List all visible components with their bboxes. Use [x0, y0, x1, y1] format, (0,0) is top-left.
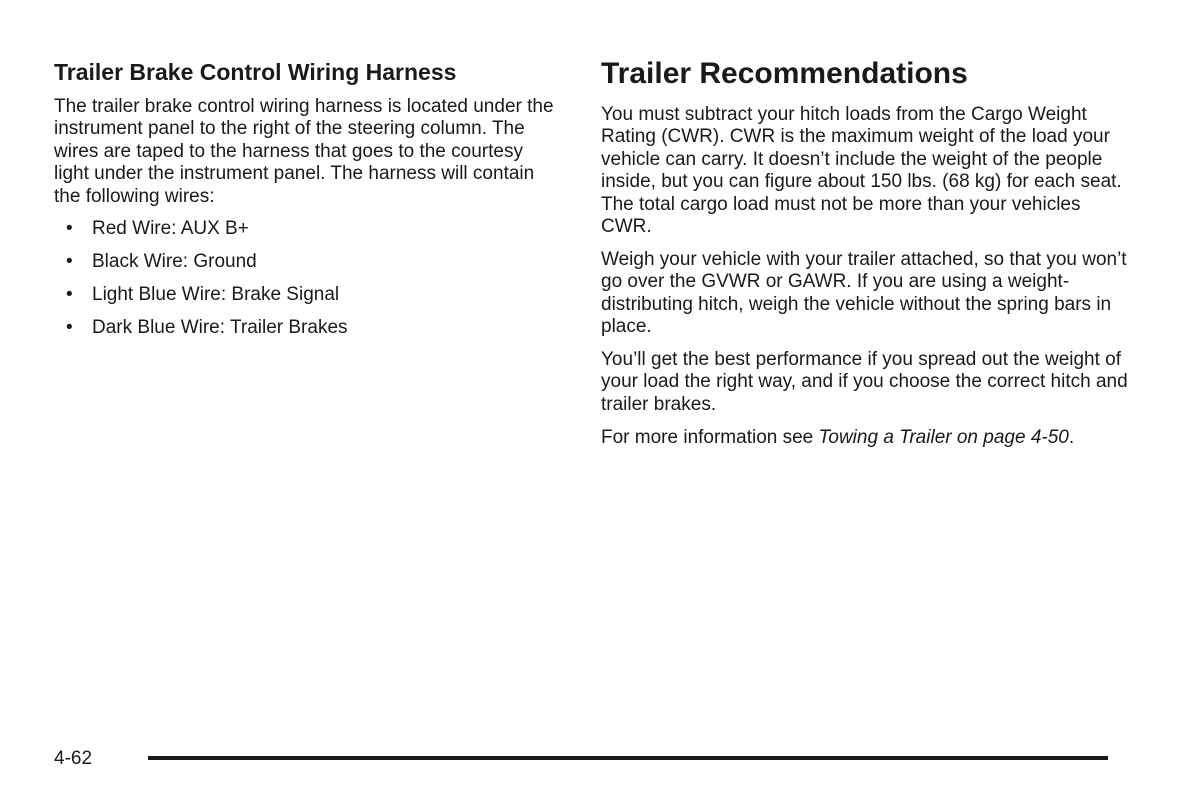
bullet-icon: •: [66, 284, 73, 306]
wire-list: [54, 218, 554, 339]
bullet-icon: •: [66, 218, 73, 240]
bullet-icon: •: [66, 251, 73, 273]
page-number: 4-62: [54, 748, 93, 769]
paragraph-best-performance: You’ll get the best performance if you spread out the weight of your load the right way, and if you choose the correct hitch and trailer brakes.: [601, 349, 1128, 415]
wire-label: Light Blue Wire: Brake Signal: [92, 284, 340, 306]
wire-label: Black Wire: Ground: [92, 251, 257, 273]
list-item: [54, 251, 554, 273]
right-column: [601, 56, 1131, 460]
section-heading-wiring-harness: Trailer Brake Control Wiring Harness: [54, 59, 457, 85]
paragraph-cargo-weight: You must subtract your hitch loads from the Cargo Weight Rating (CWR). CWR is the maximum weight of the load your vehicle can carry. It doesn’t include the weight of the people inside, but you can figure about 150 lbs. (68 kg) for each seat. The total cargo load must not be more than your vehicles CWR.: [601, 104, 1122, 238]
wire-label: Red Wire: AUX B+: [92, 218, 249, 240]
footer-rule: [148, 756, 1108, 760]
more-info-suffix: .: [1068, 426, 1075, 448]
list-item: [54, 317, 554, 339]
bullet-icon: •: [66, 317, 73, 339]
list-item: [54, 284, 554, 306]
section-heading-trailer-recommendations: Trailer Recommendations: [601, 57, 968, 90]
wire-label: Dark Blue Wire: Trailer Brakes: [92, 317, 348, 339]
towing-a-trailer-reference: Towing a Trailer on page 4-50: [818, 426, 1069, 448]
paragraph-weigh-vehicle: Weigh your vehicle with your trailer attached, so that you won’t go over the GVWR or GAWR. If you are using a weight-distributing hitch, weigh the vehicle without the spring bars in place.: [601, 248, 1127, 338]
wiring-harness-intro: The trailer brake control wiring harness is located under the instrument panel to the right of the steering column. The wires are taped to the harness that goes to the courtesy light under the instrument panel. The harness will contain the following wires:: [54, 96, 554, 207]
list-item: [54, 218, 554, 240]
left-column: [54, 58, 554, 350]
more-info-prefix: For more information see: [601, 426, 819, 448]
paragraph-more-information: [601, 427, 1131, 449]
page-footer: [54, 746, 1108, 776]
